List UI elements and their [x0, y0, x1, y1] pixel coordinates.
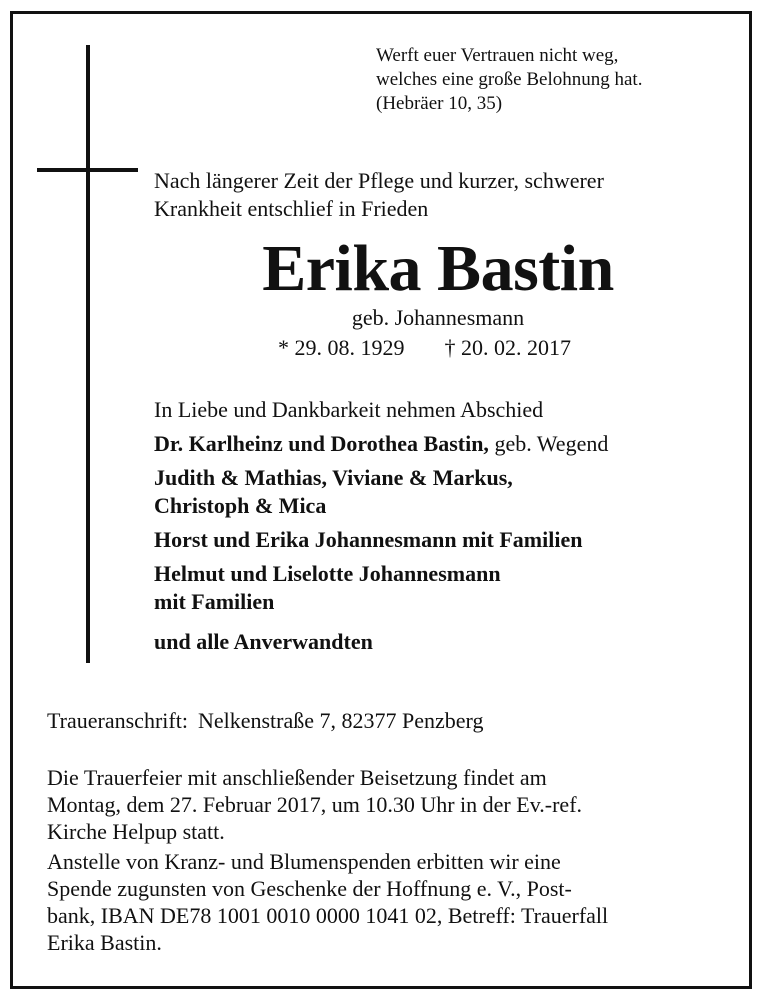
deceased-name: Erika Bastin: [262, 232, 614, 305]
mourner-family: [154, 464, 608, 520]
mourner-name: Christoph & Mica: [154, 493, 327, 518]
mourner-family: [154, 430, 608, 458]
intro-line: Nach längerer Zeit der Pflege und kurzer, schwerer: [154, 168, 604, 193]
cross-vertical-bar: [86, 45, 90, 663]
death-date: † 20. 02. 2017: [444, 335, 571, 360]
cross-horizontal-bar: [37, 168, 138, 172]
intro-line: Krankheit entschlief in Frieden: [154, 196, 429, 221]
donation-info: [47, 848, 608, 956]
mourner-name: Dr. Karlheinz und Dorothea Bastin,: [154, 431, 489, 456]
bible-verse: [376, 44, 642, 116]
service-line: Kirche Helpup statt.: [47, 819, 225, 844]
service-line: Die Trauerfeier mit anschließender Beisetzung findet am: [47, 765, 547, 790]
mourner-name: Helmut und Liselotte Johannesmann: [154, 561, 501, 586]
life-dates: [278, 334, 571, 362]
mourner-name: Judith & Mathias, Viviane & Markus,: [154, 465, 513, 490]
verse-line: Werft euer Vertrauen nicht weg,: [376, 45, 619, 66]
verse-line: welches eine große Belohnung hat.: [376, 69, 643, 90]
intro-text: [154, 167, 604, 223]
verse-reference: (Hebräer 10, 35): [376, 93, 503, 114]
service-info: [47, 764, 582, 845]
mourners-closing: und alle Anverwandten: [154, 629, 373, 654]
mourner-family: [154, 560, 608, 616]
birth-name: geb. Johannesmann: [351, 305, 525, 330]
mourners-list: [154, 396, 608, 656]
address-label: Traueranschrift:: [47, 708, 188, 733]
mourning-address: [47, 707, 483, 735]
birth-date: * 29. 08. 1929: [278, 335, 405, 360]
mourners-heading: In Liebe und Dankbarkeit nehmen Abschied: [154, 397, 544, 422]
service-line: Montag, dem 27. Februar 2017, um 10.30 Uhr in der Ev.-ref.: [47, 792, 583, 817]
address-value: Nelkenstraße 7, 82377 Penzberg: [197, 708, 484, 733]
mourner-birth-name: geb. Wegend: [488, 431, 609, 456]
donation-line: bank, IBAN DE78 1001 0010 0000 1041 02, Betreff: Trauerfall: [47, 903, 609, 928]
donation-line: Anstelle von Kranz- und Blumenspenden erbitten wir eine: [47, 849, 561, 874]
mourner-family: Horst und Erika Johannesmann mit Familien: [154, 527, 583, 552]
mourner-name: mit Familien: [154, 589, 275, 614]
donation-line: Erika Bastin.: [47, 930, 162, 955]
donation-line: Spende zugunsten von Geschenke der Hoffnung e. V., Post-: [47, 876, 572, 901]
